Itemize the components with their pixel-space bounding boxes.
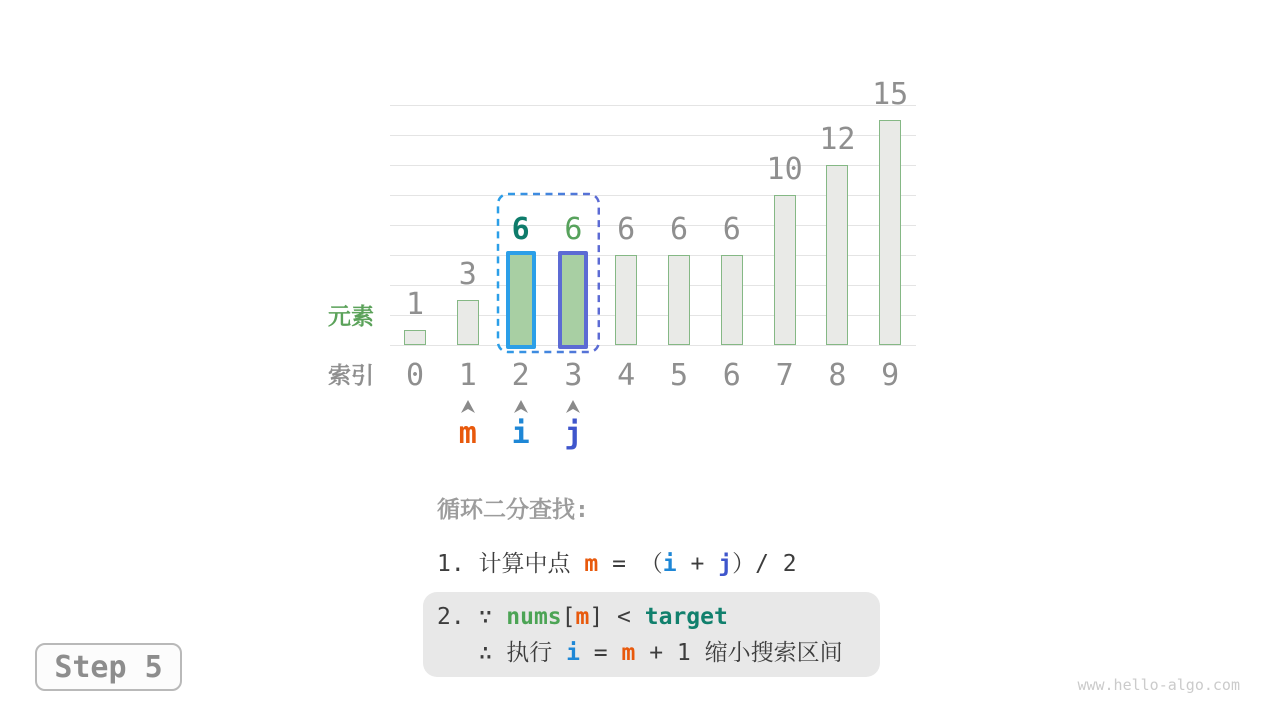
bar-value-label: 6 bbox=[564, 212, 583, 247]
caption-token-plain: 1. 计算中点 bbox=[437, 551, 585, 577]
step-button-label: Step 5 bbox=[54, 649, 163, 685]
bar bbox=[668, 255, 690, 345]
pointer-caret-icon bbox=[514, 398, 528, 417]
up-arrow-icon bbox=[461, 400, 475, 413]
caption-token-plain: ] < bbox=[589, 604, 645, 630]
caption-token-j: j bbox=[718, 551, 733, 577]
caption-token-plain: = bbox=[579, 640, 622, 666]
bar bbox=[721, 255, 743, 345]
gridline bbox=[390, 345, 916, 346]
bar-value-label: 3 bbox=[458, 257, 477, 292]
bar-value-label: 10 bbox=[766, 152, 803, 187]
caption-token-plain: ∴ 执行 bbox=[437, 640, 567, 666]
bar bbox=[615, 255, 637, 345]
caption-token-m: m bbox=[621, 640, 636, 666]
bar-value-label: 6 bbox=[722, 212, 741, 247]
caption-token-plain: ）/ 2 bbox=[732, 551, 797, 577]
x-axis-tick-label: 6 bbox=[722, 358, 741, 393]
bar bbox=[457, 300, 479, 345]
caption-token-target: target bbox=[644, 604, 728, 630]
x-axis-tick-label: 7 bbox=[775, 358, 794, 393]
pointer-caret-icon bbox=[461, 398, 475, 417]
x-axis-tick-label: 2 bbox=[511, 358, 530, 393]
x-axis-tick-label: 3 bbox=[564, 358, 583, 393]
y-axis-label: 元素 bbox=[328, 303, 374, 329]
watermark-url: www.hello-algo.com bbox=[1077, 676, 1240, 694]
x-axis-tick-label: 1 bbox=[458, 358, 477, 393]
caption-token-nums: nums bbox=[506, 604, 562, 630]
pointer-label-j: j bbox=[564, 416, 583, 451]
x-axis-tick-label: 9 bbox=[881, 358, 900, 393]
x-axis-label: 索引 bbox=[328, 362, 374, 388]
bar-value-label: 1 bbox=[405, 287, 425, 322]
gridline bbox=[390, 105, 916, 106]
up-arrow-icon bbox=[514, 400, 528, 413]
caption-token-m: m bbox=[575, 604, 590, 630]
bar-value-label: 6 bbox=[511, 212, 530, 247]
pointer-label-m: m bbox=[458, 416, 477, 451]
bar-highlighted bbox=[506, 251, 536, 349]
bar-highlighted bbox=[558, 251, 588, 349]
bar-value-label: 12 bbox=[819, 122, 856, 157]
bar bbox=[879, 120, 901, 345]
caption-token-plain: = （ bbox=[598, 551, 663, 577]
up-arrow-icon bbox=[566, 400, 580, 413]
caption-token-i: i bbox=[662, 551, 677, 577]
x-axis-tick-label: 4 bbox=[617, 358, 636, 393]
caption-token-i: i bbox=[566, 640, 580, 666]
bar-value-label: 6 bbox=[669, 212, 689, 247]
x-axis-tick-label: 5 bbox=[669, 358, 689, 393]
bar-value-label: 6 bbox=[617, 212, 636, 247]
caption-heading: 循环二分查找: bbox=[437, 497, 589, 523]
bar bbox=[826, 165, 848, 345]
x-axis-tick-label: 0 bbox=[405, 358, 425, 393]
pointer-caret-icon bbox=[566, 398, 580, 417]
step-button[interactable] bbox=[35, 643, 182, 691]
bar-value-label: 15 bbox=[872, 77, 909, 112]
caption-token-plain: + 1 缩小搜索区间 bbox=[635, 640, 843, 666]
bar bbox=[404, 330, 426, 345]
caption-token-plain: + bbox=[676, 551, 719, 577]
bar bbox=[774, 195, 796, 345]
caption-line-3 bbox=[437, 639, 843, 667]
x-axis-tick-label: 8 bbox=[828, 358, 847, 393]
pointer-label-i: i bbox=[511, 416, 530, 451]
caption-token-plain: [ bbox=[561, 604, 576, 630]
caption-token-plain: 2. ∵ bbox=[437, 604, 507, 630]
caption-line-1 bbox=[437, 550, 797, 578]
caption-line-2 bbox=[437, 603, 728, 631]
caption-token-m: m bbox=[584, 551, 599, 577]
